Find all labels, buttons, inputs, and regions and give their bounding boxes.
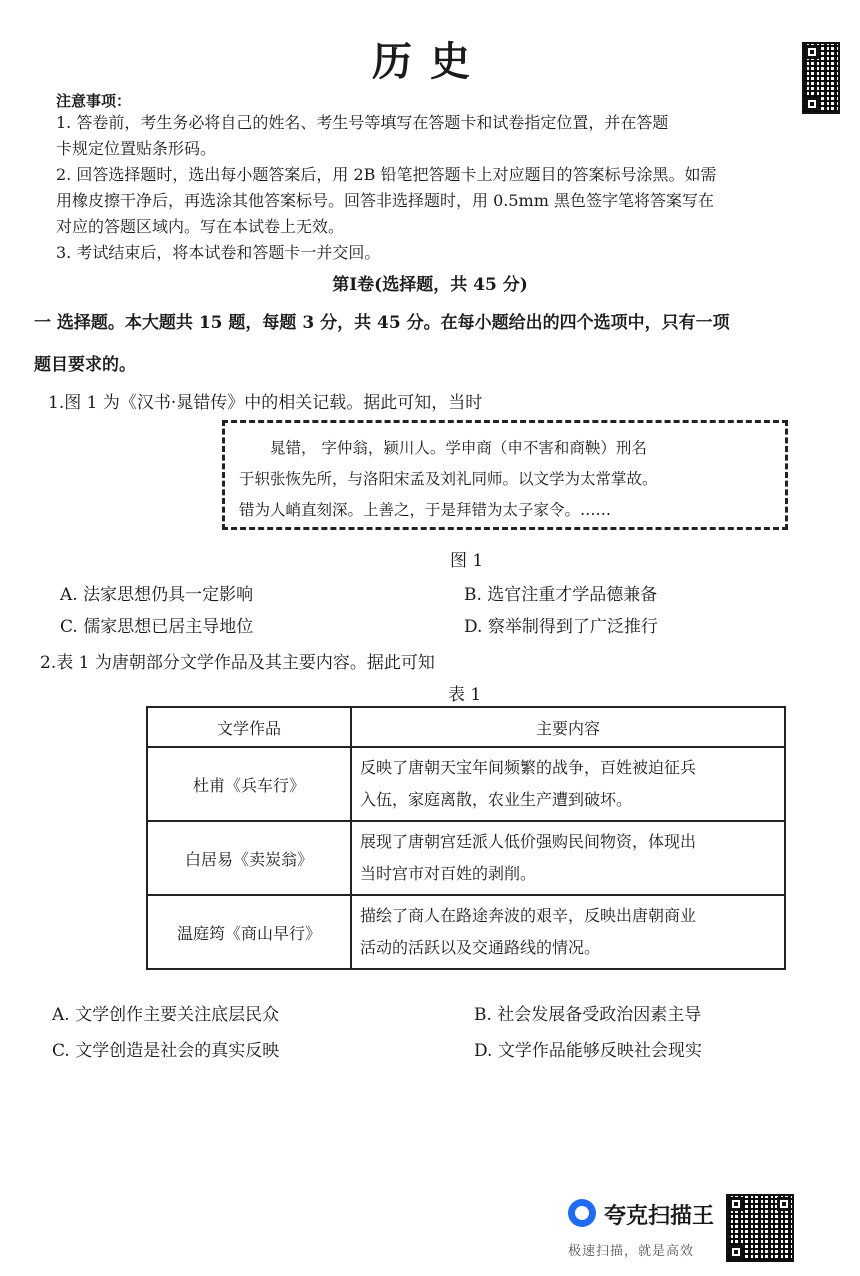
notice-title: 注意事项： <box>56 92 132 110</box>
q1-option-d: D. 察举制得到了广泛推行 <box>464 617 658 637</box>
table-header-work: 文学作品 <box>147 707 351 747</box>
table-cell-work: 杜甫《兵车行》 <box>147 747 351 821</box>
q2-option-c: C. 文学创造是社会的真实反映 <box>52 1041 280 1061</box>
table-cell-work: 白居易《卖炭翁》 <box>147 821 351 895</box>
brand-logo-icon <box>568 1199 596 1227</box>
table-row <box>147 821 785 895</box>
table-row <box>147 747 785 821</box>
table-cell-content <box>351 747 785 821</box>
table-header-row <box>147 707 785 747</box>
table-row <box>147 895 785 969</box>
content-line: 活动的活跃以及交通路线的情况。 <box>360 938 601 957</box>
figure-caption: 图 1 <box>450 551 484 571</box>
content-line: 描绘了商人在路途奔波的艰辛，反映出唐朝商业 <box>360 906 697 925</box>
table-header-content: 主要内容 <box>351 707 785 747</box>
brand-slogan: 极速扫描，就是高效 <box>568 1244 695 1259</box>
notice-line: 用橡皮擦干净后，再选涂其他答案标号。回答非选择题时，用 0.5mm 黑色签字笔将答案写在 <box>56 191 714 210</box>
qr-code-bottom <box>726 1194 794 1262</box>
q1-option-c: C. 儒家思想已居主导地位 <box>60 617 254 637</box>
section-heading: 第Ⅰ卷(选择题，共 45 分) <box>332 275 528 295</box>
quote-box <box>222 420 788 530</box>
q2-option-d: D. 文学作品能够反映社会现实 <box>474 1041 702 1061</box>
table-caption: 表 1 <box>448 685 482 705</box>
quote-line: 晁错， 字仲翁，颍川人。学申商（申不害和商鞅）刑名 <box>239 439 647 457</box>
table-cell-content <box>351 895 785 969</box>
q1-option-a: A. 法家思想仍具一定影响 <box>60 585 254 605</box>
q1-option-b: B. 选官注重才学品德兼备 <box>464 585 658 605</box>
notice-line: 卡规定位置贴条形码。 <box>56 139 217 158</box>
page-title: 历史 <box>372 38 488 85</box>
notice-line: 3. 考试结束后，将本试卷和答题卡一并交回。 <box>56 243 381 262</box>
notice-line: 对应的答题区域内。写在本试卷上无效。 <box>56 217 345 236</box>
question-1-stem: 1.图 1 为《汉书·晁错传》中的相关记载。据此可知，当时 <box>48 393 483 413</box>
table-cell-content <box>351 821 785 895</box>
notice-line: 1. 答卷前，考生务必将自己的姓名、考生号等填写在答题卡和试卷指定位置，并在答题 <box>56 113 669 132</box>
content-line: 展现了唐朝宫廷派人低价强购民间物资，体现出 <box>360 832 697 851</box>
brand-name: 夸克扫描王 <box>604 1204 715 1229</box>
qr-code-top <box>802 42 840 114</box>
quote-line: 于轵张恢先所，与洛阳宋孟及刘礼同师。以文学为太常掌故。 <box>239 470 658 488</box>
section-intro-line2: 题目要求的。 <box>34 355 136 375</box>
content-line: 反映了唐朝天宝年间频繁的战争，百姓被迫征兵 <box>360 758 697 777</box>
table-cell-work: 温庭筠《商山早行》 <box>147 895 351 969</box>
question-2-stem: 2.表 1 为唐朝部分文学作品及其主要内容。据此可知 <box>40 653 435 673</box>
content-line: 入伍，家庭离散，农业生产遭到破坏。 <box>360 790 633 809</box>
q2-option-b: B. 社会发展备受政治因素主导 <box>474 1005 702 1025</box>
works-table <box>146 706 786 970</box>
section-intro-line1: 一 选择题。本大题共 15 题，每题 3 分，共 45 分。在每小题给出的四个选项中，只有一项 <box>34 313 730 333</box>
q2-option-a: A. 文学创作主要关注底层民众 <box>52 1005 280 1025</box>
content-line: 当时宫市对百姓的剥削。 <box>360 864 537 883</box>
quote-line: 错为人峭直刻深。上善之，于是拜错为太子家令。…… <box>239 501 612 519</box>
notice-line: 2. 回答选择题时，选出每小题答案后，用 2B 铅笔把答题卡上对应题目的答案标号涂黑。如需 <box>56 165 717 184</box>
